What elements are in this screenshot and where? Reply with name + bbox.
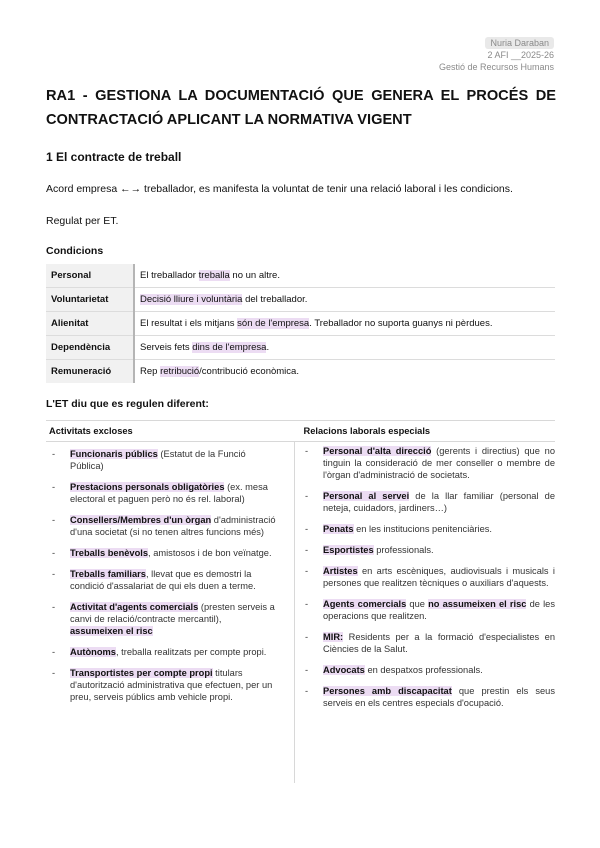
item-text: en arts escèniques, audiovisuals i musicals i persones que realitzen tècniques o auxiliars d'aquests. xyxy=(323,566,555,588)
subject-label: Gestió de Recursos Humans xyxy=(438,62,554,72)
special-relations-list xyxy=(295,442,555,783)
special-column-header: Relacions laborals especials xyxy=(303,426,431,436)
item-highlight: assumeixen el risc xyxy=(70,626,153,636)
condition-highlight: treballa xyxy=(198,270,230,281)
item-text: en despatxos professionals. xyxy=(364,665,483,675)
item-text: (gerents i directius) que no tinguin la consideració de mer conseller o membre de l'òrgan d'administració de societats. xyxy=(323,446,556,480)
condition-row xyxy=(46,360,555,384)
title-line-1: RA1 - GESTIONA LA DOCUMENTACIÓ QUE GENERA EL PROCÉS DE xyxy=(46,88,556,104)
condition-text: /contribució econòmica. xyxy=(199,366,299,377)
special-item xyxy=(299,598,555,622)
page-title xyxy=(46,84,556,132)
excluded-item xyxy=(46,667,294,703)
condition-text: El treballador xyxy=(140,270,199,281)
excluded-item xyxy=(46,547,294,559)
item-highlight: Funcionaris públics xyxy=(70,449,158,459)
item-text: que prestin els seus serveis en els centres especials d'ocupació. xyxy=(323,686,555,708)
item-highlight: Transportistes per compte propi xyxy=(70,668,213,678)
item-text: de les operacions que realitzen. xyxy=(323,599,555,621)
item-highlight: Activitat d'agents comercials xyxy=(70,602,199,612)
condition-key: Personal xyxy=(46,264,134,288)
item-highlight: Penats xyxy=(323,524,354,534)
item-highlight: Treballs benèvols xyxy=(70,548,149,558)
course-label: 2 AFI __2025-26 xyxy=(487,50,554,60)
item-text: professionals. xyxy=(373,545,434,555)
condition-text: del treballador. xyxy=(242,294,308,305)
condition-row xyxy=(46,288,555,312)
item-highlight: Persones amb discapacitat xyxy=(323,686,452,696)
condition-text: Rep xyxy=(140,366,161,377)
item-highlight: MIR: xyxy=(323,632,344,642)
excluded-item xyxy=(46,646,294,658)
item-text: titulars d'autorització administrativa que efectuen, per un preu, serveis públics amb vehicle propi. xyxy=(70,668,273,702)
item-text: de la llar familiar (personal de neteja, cuidadors, jardiners…) xyxy=(323,491,555,513)
item-text: Residents per a la formació d'especialistes en Ciències de la Salut. xyxy=(323,632,555,654)
condition-highlight: dins de l'empresa xyxy=(192,342,267,353)
condition-value xyxy=(134,336,555,360)
item-highlight: Autònoms xyxy=(70,647,116,657)
condition-key: Dependència xyxy=(46,336,134,360)
excluded-activities-list xyxy=(46,442,295,783)
item-highlight: Personal d'alta direcció xyxy=(323,446,432,456)
excluded-item xyxy=(46,481,294,505)
item-highlight: Prestacions personals obligatòries xyxy=(70,482,225,492)
item-text: (presten serveis a canvi de relació/contracte mercantil), xyxy=(70,602,275,624)
condition-text: . xyxy=(266,342,270,353)
excluded-column-header: Activitats excloses xyxy=(49,426,133,436)
condition-value xyxy=(134,360,555,384)
condition-text: no un altre. xyxy=(229,270,280,281)
item-text: que xyxy=(406,599,429,609)
condition-row xyxy=(46,264,555,288)
section-heading: 1 El contracte de treball xyxy=(46,150,182,164)
special-item xyxy=(299,445,555,481)
excluded-item xyxy=(46,448,294,472)
intro-paragraph: Acord empresa ←→ treballador, es manifesta la voluntat de tenir una relació laboral i les condicions. xyxy=(46,183,513,195)
special-item xyxy=(299,523,555,535)
condition-key: Remuneració xyxy=(46,360,134,384)
item-text: , llevat que es demostri la condició d'assalariat de qui els duen a terme. xyxy=(70,569,256,591)
condition-value xyxy=(134,312,555,336)
special-item xyxy=(299,544,555,556)
special-item xyxy=(299,490,555,514)
regulation-paragraph: Regulat per ET. xyxy=(46,215,119,227)
item-text: en les institucions penitenciàries. xyxy=(353,524,492,534)
item-text: d'administració d'una societat (si no tenen altres funcions més) xyxy=(70,515,276,537)
excluded-item xyxy=(46,568,294,592)
item-highlight: Personal al servei xyxy=(323,491,410,501)
condition-text: . Treballador no suporta guanys ni pèrdues. xyxy=(309,318,493,329)
condition-key: Voluntarietat xyxy=(46,288,134,312)
item-highlight: Consellers/Membres d'un òrgan xyxy=(70,515,212,525)
et-heading: L'ET diu que es regulen diferent: xyxy=(46,398,209,410)
item-highlight: Agents comercials xyxy=(323,599,407,609)
condition-key: Alienitat xyxy=(46,312,134,336)
special-item xyxy=(299,631,555,655)
item-text: (Estatut de la Funció Pública) xyxy=(70,449,246,471)
condition-row xyxy=(46,336,555,360)
special-item xyxy=(299,664,555,676)
item-highlight: Advocats xyxy=(323,665,365,675)
excluded-item xyxy=(46,514,294,538)
condition-highlight: retribució xyxy=(160,366,200,377)
author-badge: Nuria Daraban xyxy=(485,37,554,49)
special-item xyxy=(299,565,555,589)
relations-table xyxy=(46,420,555,783)
condition-text: El resultat i els mitjans xyxy=(140,318,238,329)
item-text: (ex. mesa electoral et paguen però no és rel. laboral) xyxy=(70,482,268,504)
condition-highlight: són de l'empresa xyxy=(237,318,310,329)
item-highlight: no assumeixen el risc xyxy=(428,599,527,609)
item-text: , treballa realitzats per compte propi. xyxy=(115,647,267,657)
condition-text: Serveis fets xyxy=(140,342,193,353)
item-highlight: Esportistes xyxy=(323,545,374,555)
conditions-heading: Condicions xyxy=(46,245,104,257)
item-highlight: Treballs familiars xyxy=(70,569,146,579)
special-item xyxy=(299,685,555,709)
excluded-item xyxy=(46,601,294,637)
item-text: , amistosos i de bon veïnatge. xyxy=(148,548,272,558)
conditions-table xyxy=(46,264,555,383)
condition-value xyxy=(134,264,555,288)
title-line-2: CONTRACTACIÓ APLICANT LA NORMATIVA VIGENT xyxy=(46,112,412,128)
condition-row xyxy=(46,312,555,336)
item-highlight: Artistes xyxy=(323,566,358,576)
condition-highlight: Decisió lliure i voluntària xyxy=(140,294,243,305)
document-header xyxy=(439,37,554,73)
condition-value xyxy=(134,288,555,312)
relations-table-header xyxy=(46,420,555,442)
